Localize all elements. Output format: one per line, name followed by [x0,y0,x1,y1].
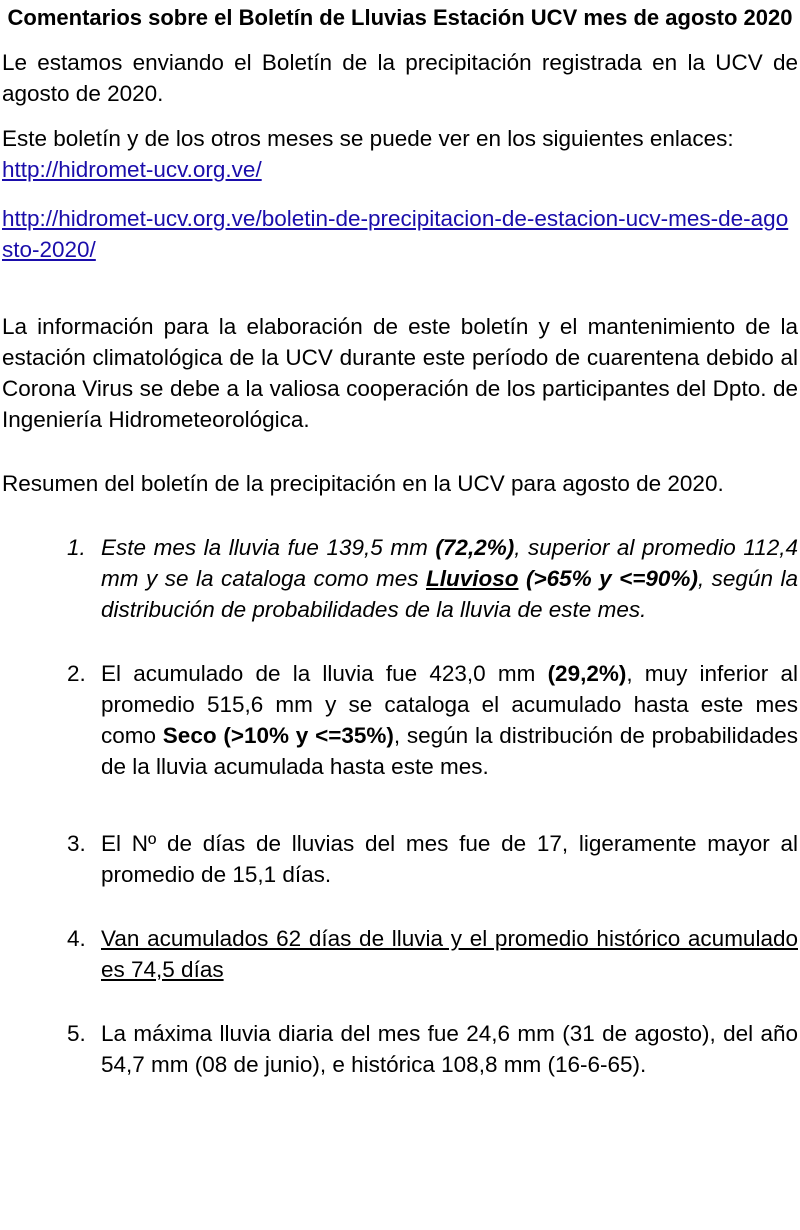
boletin-agosto-2020-link[interactable]: http://hidromet-ucv.org.ve/boletin-de-precipitacion-de-estacion-ucv-mes-de-agosto-2020/ [2,206,789,262]
document-title: Comentarios sobre el Boletín de Lluvias Estación UCV mes de agosto 2020 [7,5,793,30]
item-text: Este mes la lluvia fue 139,5 mm [101,535,436,560]
hidromet-home-link[interactable]: http://hidromet-ucv.org.ve/ [2,157,262,182]
item-number: 1. [67,535,86,560]
summary-item-5 [0,1018,798,1080]
item-text: El acumulado de la lluvia fue 423,0 mm [101,661,548,686]
summary-item-3 [0,828,798,890]
link1-line [0,154,798,185]
info-paragraph: La información para la elaboración de este boletín y el mantenimiento de la estación climatológica de la UCV durante este período de cuarentena debido al Corona Virus se debe a la valiosa cooperación de los participantes del Dpto. de Ingeniería Hidrometeorológica. [2,314,798,432]
item-text: , según la distribución de probabilidades de la lluvia acumulada hasta este mes. [101,723,798,779]
summary-intro-paragraph: Resumen del boletín de la precipitación en la UCV para agosto de 2020. [2,471,724,496]
intro-paragraph: Le estamos enviando el Boletín de la precipitación registrada en la UCV de agosto de 2020. [2,50,798,106]
summary-item-4 [0,923,798,985]
item-bold-range: (>65% y <=90%) [525,566,698,591]
item-number: 4. [67,926,86,951]
item-text: El Nº de días de lluvias del mes fue de 17, ligeramente mayor al promedio de 15,1 días. [101,831,798,887]
links-intro-paragraph: Este boletín y de los otros meses se puede ver en los siguientes enlaces: [2,126,734,151]
item-bold-percent: (29,2%) [547,661,627,686]
item-text: , superior al promedio 112,4 mm y se la cataloga como mes [101,535,799,591]
item-text: La máxima lluvia diaria del mes fue 24,6 mm (31 de agosto), del año 54,7 mm (08 de junio), e histórica 108,8 mm (16-6-65). [101,1021,798,1077]
item-category: Seco (>10% y <=35%) [162,723,394,748]
item-number: 5. [67,1021,86,1046]
item-text: , según la distribución de probabilidades de la lluvia de este mes. [101,566,798,622]
item-number: 3. [67,831,86,856]
item-text: Van acumulados 62 días de lluvia y el promedio histórico acumulado es 74,5 días [101,926,798,982]
item-text: , muy inferior al promedio 515,6 mm y se cataloga el acumulado hasta este mes como [101,661,798,748]
summary-item-2 [0,658,798,782]
item-text [519,566,526,591]
item-category: Lluvioso [425,566,519,591]
link2-line [0,203,798,265]
summary-item-1 [0,532,798,625]
item-bold-percent: (72,2%) [435,535,515,560]
item-number: 2. [67,661,86,686]
